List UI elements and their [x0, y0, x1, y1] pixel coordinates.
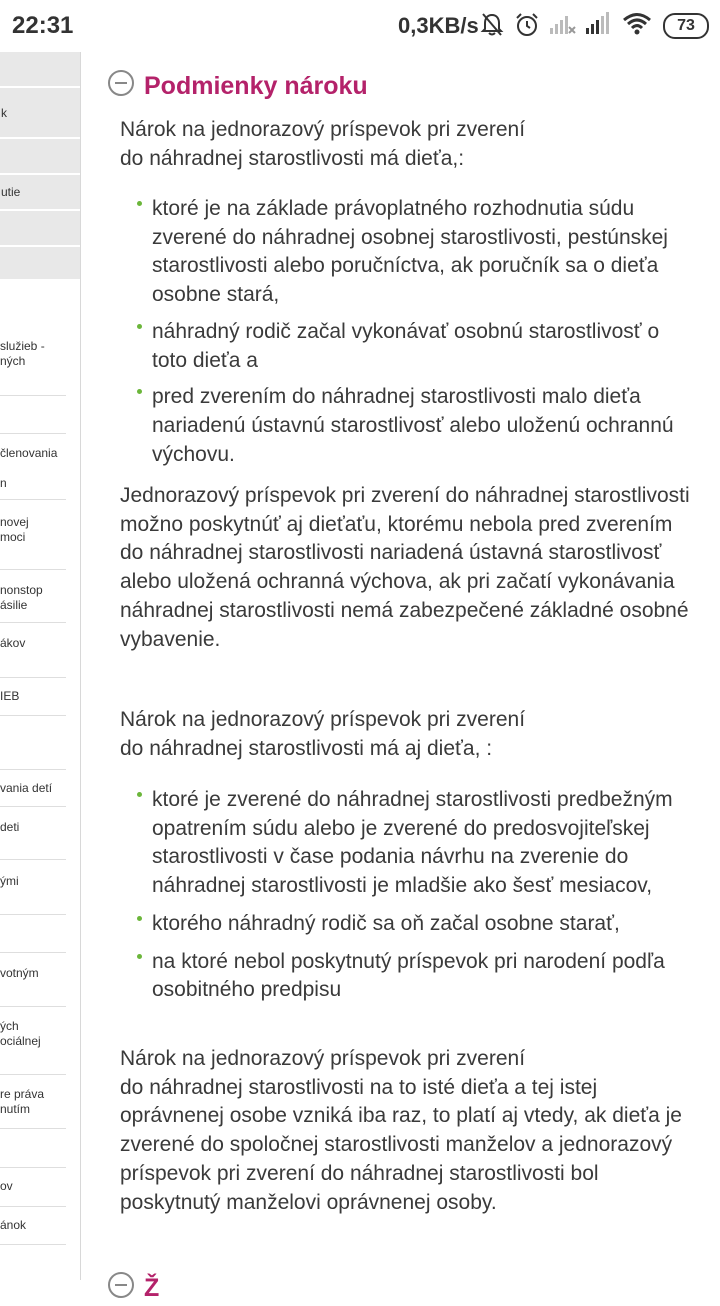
sidebar-divider [0, 569, 66, 570]
sidebar-divider [0, 715, 66, 716]
sidebar-item[interactable]: IEB [0, 689, 20, 703]
sidebar-divider [0, 1206, 66, 1207]
paragraph-3: Nárok na jednorazový príspevok pri zverení do náhradnej starostlivosti má aj dieťa, : [120, 708, 526, 760]
sidebar-item[interactable]: votným [0, 966, 39, 980]
sidebar-item[interactable]: re práva nutím [0, 1087, 45, 1116]
sidebar-gray-item[interactable] [0, 52, 80, 87]
paragraph-1: Nárok na jednorazový príspevok pri zverení do náhradnej starostlivosti má dieťa,: [120, 118, 526, 170]
bullet-list-2 [120, 786, 700, 1005]
sidebar-divider [0, 433, 66, 434]
sidebar-item[interactable]: deti [0, 820, 20, 834]
next-section-header[interactable] [108, 1270, 159, 1306]
next-section-title: Ž [144, 1273, 160, 1302]
signal-no-service-icon [548, 12, 576, 36]
sidebar-item[interactable]: ánok [0, 1218, 27, 1232]
sidebar-divider [0, 952, 66, 953]
sidebar-item[interactable]: nonstop ásilie [0, 583, 43, 612]
list-item: pred zverením do náhradnej starostlivosti malo dieťa nariadenú ústavnú starostlivosť alebo uloženú ochrannú výchovu. [120, 383, 700, 469]
sidebar-divider [0, 914, 66, 915]
sidebar-divider [0, 859, 66, 860]
sidebar-item[interactable]: služieb - ných [0, 339, 45, 368]
list-item: ktoré je na základe právoplatného rozhodnutia súdu zverené do náhradnej osobnej starostlivosti, pestúnskej starostlivosti alebo poručníctva, ak poručník sa o dieťa osobne stará, [120, 195, 700, 310]
sidebar-item[interactable]: ými [0, 874, 19, 888]
sidebar-divider [0, 1128, 66, 1129]
sidebar-item[interactable]: členovania [0, 446, 58, 460]
signal-strength-icon [584, 12, 612, 36]
list-item: náhradný rodič začal vykonávať osobnú starostlivosť o toto dieťa a [120, 318, 700, 375]
status-network-speed: 0,3KB/s [398, 13, 479, 38]
collapse-minus-icon[interactable] [108, 1272, 134, 1298]
sidebar-item[interactable]: vania detí [0, 781, 53, 795]
section-title: Podmienky nároku [144, 71, 368, 100]
sidebar-divider [0, 1074, 66, 1075]
bullet-list-1 [120, 195, 700, 469]
sidebar-gray-item[interactable] [0, 139, 80, 174]
paragraph-2: Jednorazový príspevok pri zverení do náhradnej starostlivosti možno poskytnúť aj dieťaťu, ktorému nebola pred zverením do náhradnej starostlivosti nariadená ústavná starostlivosť alebo uložená ochranná výchova, ak pri začatí vykonávania náhradnej starostlivosti nemá zabezpečené základné osobné vybavenie. [120, 484, 690, 651]
sidebar-item[interactable]: n [0, 476, 7, 490]
mute-bell-icon [480, 12, 504, 38]
sidebar-gray-item[interactable] [0, 247, 80, 280]
sidebar-menu [0, 52, 81, 1280]
sidebar-gray-item[interactable] [0, 211, 80, 246]
sidebar-divider [0, 1006, 66, 1007]
alarm-icon [514, 12, 540, 38]
wifi-icon [622, 12, 652, 36]
battery-indicator: 73 [663, 13, 709, 39]
sidebar-divider [0, 677, 66, 678]
sidebar-divider [0, 395, 66, 396]
sidebar-divider [0, 622, 66, 623]
sidebar-item[interactable]: ákov [0, 636, 26, 650]
status-bar [0, 0, 720, 52]
main-content [80, 52, 720, 1302]
list-item: na ktoré nebol poskytnutý príspevok pri narodení podľa osobitného predpisu [120, 948, 700, 1005]
sidebar-divider [0, 769, 66, 770]
status-time: 22:31 [12, 12, 74, 39]
sidebar-divider [0, 1244, 66, 1245]
section-header[interactable] [108, 68, 368, 104]
list-item: ktoré je zverené do náhradnej starostlivosti predbežným opatrením súdu alebo je zverené do predosvojiteľskej starostlivosti v čase podania návrhu na zverenie do náhradnej starostlivosti je mladšie ako šesť mesiacov, [120, 786, 700, 901]
sidebar-item[interactable]: ých ociálnej [0, 1019, 41, 1048]
sidebar-gray-item[interactable]: utie [0, 175, 80, 210]
list-item: ktorého náhradný rodič sa oň začal osobne starať, [120, 910, 700, 939]
paragraph-4: Nárok na jednorazový príspevok pri zverení do náhradnej starostlivosti na to isté dieťa a tej istej oprávnenej osobe vzniká iba raz, to platí aj vtedy, ak dieťa je zverené do spoločnej starostlivosti manželov a jednorazový príspevok pri zverení do náhradnej starostlivosti bol poskytnutý manželovi oprávnenej osoby. [120, 1047, 682, 1214]
sidebar-divider [0, 499, 66, 500]
sidebar-item[interactable]: novej moci [0, 515, 29, 544]
sidebar-divider [0, 1167, 66, 1168]
sidebar-item[interactable]: ov [0, 1179, 13, 1193]
sidebar-divider [0, 806, 66, 807]
sidebar-gray-item[interactable]: k [0, 88, 80, 138]
collapse-minus-icon[interactable] [108, 70, 134, 96]
